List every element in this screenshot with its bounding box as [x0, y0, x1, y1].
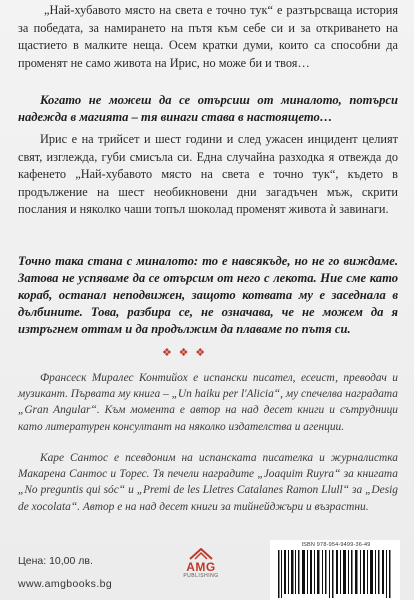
- price-label: Цена: 10,00 лв.: [18, 555, 93, 567]
- barcode-bars-icon: [278, 550, 392, 598]
- ornament-divider: ❖ ❖ ❖: [162, 347, 208, 359]
- publisher-subtitle: PUBLISHING: [183, 573, 219, 579]
- publisher-name: AMG: [186, 560, 216, 574]
- logo-mark-icon: [188, 548, 214, 560]
- publisher-website: www.amgbooks.bg: [18, 578, 113, 590]
- synopsis-paragraph: Ирис е на трийсет и шест години и след ужасен инцидент целият свят, изглежда, губи смисъла си. Една случайна разходка я отвежда до кафенето „Най-хубавото място на света е точно тук“, където в продължение на шест необикновени дни загадъчен мъж, скрити послания и няколко чаши топъл шоколад променят живота ѝ завинаги.: [18, 132, 398, 216]
- barcode: [270, 540, 400, 600]
- isbn-label: ISBN 978-954-9499-36-49: [301, 542, 371, 548]
- intro-paragraph: „Най-хубавото място на света е точно тук“ е разтърсваща история за победата, за намирането на пътя към себе си и за откриването на щастието в малките неща. Осем кратки думи, които са способни да променят не само живота на Ирис, но може би и твоя…: [18, 3, 398, 70]
- publisher-logo: [176, 548, 226, 582]
- highlight-paragraph: Когато не можеш да се отърсиш от миналото, потърси надежда в магията – тя винаги става в настоящето…: [18, 93, 398, 124]
- author-bio-miralles: Франсеск Миралес Контийох е испански писател, есеист, преводач и музикант. Първата му книга – „Un haiku per l'Alicia“, му спечелва наградата „Gran Angular“. Към момента е автор на над десет книги и сътрудници като литературен консултант на няколко издателства и агенции.: [18, 372, 398, 433]
- author-bio-santos: Каре Сантос е псевдоним на испанската писателка и журналистка Макарена Сантос и Торес. Тя печели наградите „Joaquim Ruyra“ за книгата „No preguntis qui sóc“ и „Premi de les Lletres Catalanes Ramon Llull“ за „Desig de xocolata“. Автор е на над десет книги за тийнейджъри и възрастни.: [18, 452, 398, 513]
- quote-paragraph: Точно така стана с миналото: то е навсякъде, но не го виждаме. Затова не успяваме да се отърсим от него с лекота. Ние сме като кораб, останал неподвижен, защото котвата му е заседнала в дълбините. Това, разбира се, не означава, че не можем да я изтръгнем оттам и да продължим да плаваме по пътя си.: [18, 254, 398, 336]
